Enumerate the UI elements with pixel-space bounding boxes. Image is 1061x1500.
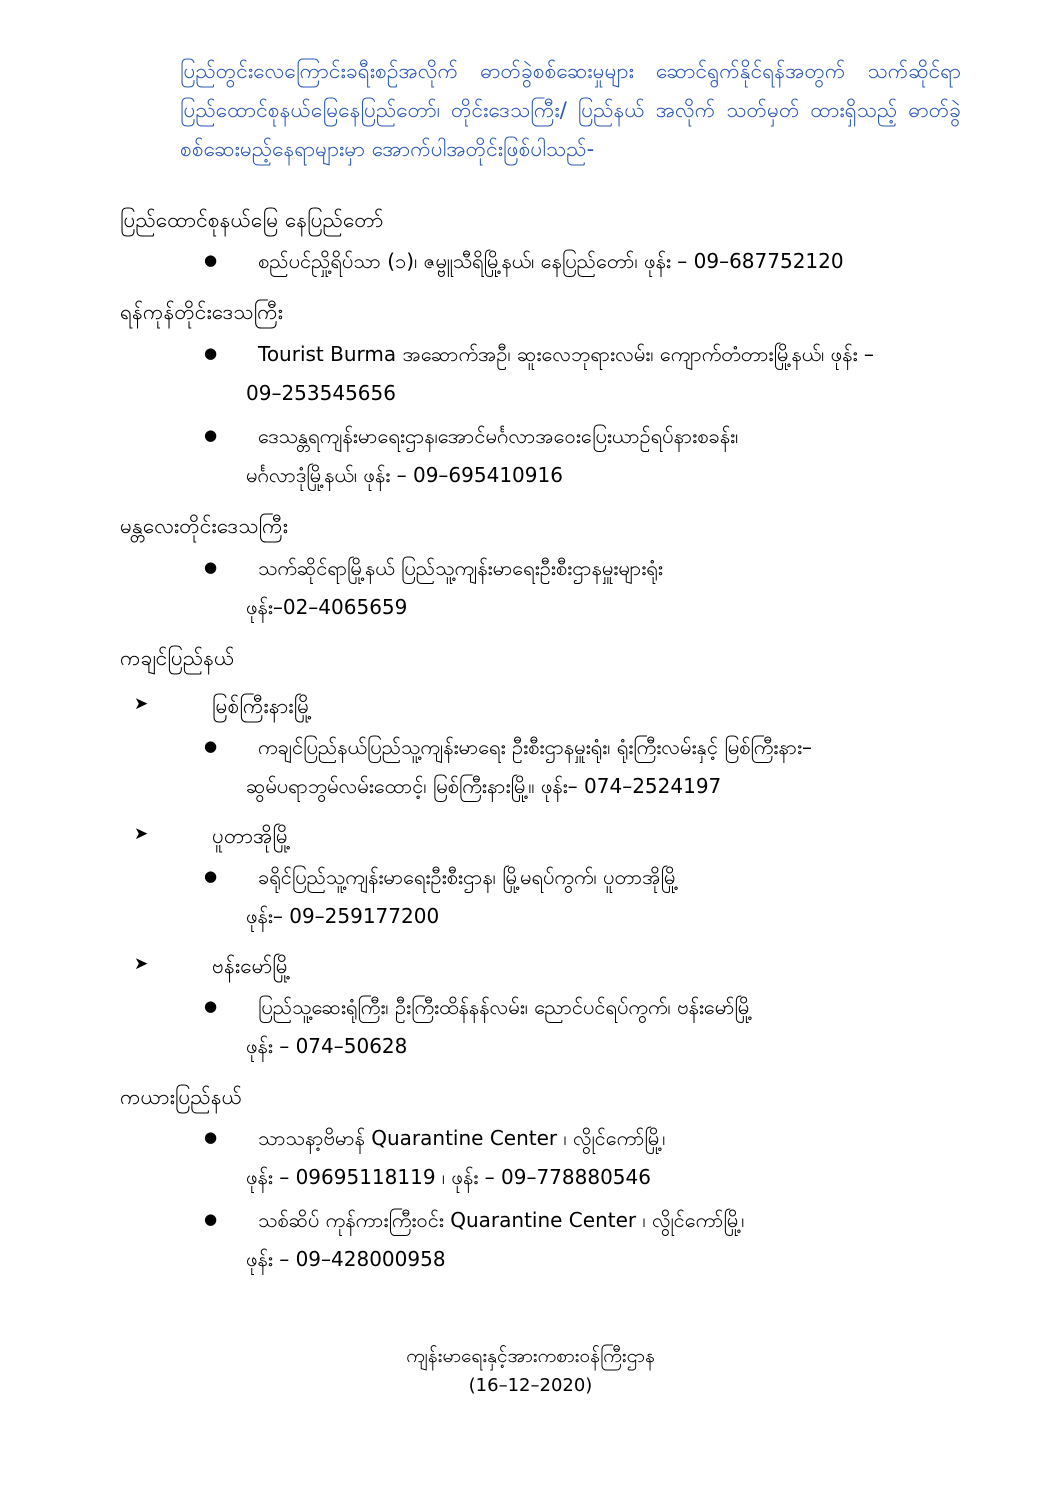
sub-city-heading: ➤ ပူတာအိုမြို့ [92, 818, 969, 856]
list-item-line2: ဖုန်း–02–4065659 [246, 594, 408, 619]
section-heading: ရန်ကုန်တိုင်းဒေသကြီး [120, 300, 284, 325]
sub-city-heading: ➤ မြစ်ကြီးနားမြို့ [92, 688, 969, 726]
list-item [92, 858, 969, 936]
footer-ministry: ကျန်းမာရေးနှင့်အားကစားဝန်ကြီးဌာန [406, 1345, 655, 1368]
list-item-line1: စည်ပင်ညှို့ရိပ်သာ (၁)၊ ဇမ္ဗူသီရိမြို့နယ်၊ နေပြည်တော်၊ ဖုန်း – 09–687752120 [258, 249, 844, 274]
section-heading: ပြည်ထောင်စုနယ်မြေ နေပြည်တော် [120, 207, 384, 232]
list-item-line2: ဆွမ်ပရာဘွမ်လမ်းထောင့်၊ မြစ်ကြီးနားမြို့။ ဖုန်း– 074–2524197 [246, 774, 722, 799]
list-item [92, 335, 969, 413]
list-item-line1: ခရိုင်ပြည်သူ့ကျန်းမာရေးဦးစီးဌာန၊ မြို့မရပ်ကွက်၊ ပူတာအိုမြို့ [258, 864, 679, 889]
intro-paragraph: ပြည်တွင်းလေကြောင်းခရီးစဉ်အလိုက် ဓာတ်ခွဲစစ်ဆေးမှုများ ဆောင်ရွက်နိုင်ရန်အတွက် သက်ဆိုင်ရာ ပြည်ထောင်စုနယ်မြေနေပြည်တော်၊ တိုင်းဒေသကြီး/ ပြည်နယ် အလိုက် သတ်မှတ် ထားရှိသည့် ဓာတ်ခွဲစစ်ဆေးမည့်နေရာများမှာ အောက်ပါအတိုင်းဖြစ်ပါသည်- [180, 59, 961, 161]
list-item-line1: ဒေသန္တရကျန်းမာရေးဌာန၊အောင်မင်္ဂလာအဝေးပြေးယာဉ်ရပ်နားစခန်း၊ [258, 423, 739, 448]
list-item-line2: 09–253545656 [246, 380, 396, 405]
list-item-line2: ဖုန်း – 09–428000958 [246, 1247, 446, 1272]
list-item [92, 417, 969, 495]
list-item [92, 1201, 969, 1279]
list-item-line2: မင်္ဂလာဒုံမြို့နယ်၊ ဖုန်း – 09–695410916 [246, 462, 563, 487]
section-mandalay [92, 509, 969, 627]
list-item-line2: ဖုန်း– 09–259177200 [246, 903, 440, 928]
bullet-list [92, 549, 969, 627]
bullet-list [92, 242, 969, 281]
list-item-line1: သစ်ဆိပ် ကုန်ကားကြီးဝင်း Quarantine Center ၊ လွိုင်ကော်မြို့၊ [258, 1208, 745, 1233]
bullet-list [92, 1119, 969, 1279]
bullet-list [92, 858, 969, 936]
section-yangon [92, 295, 969, 495]
list-item-line1: ● ကချင်ပြည်နယ်ပြည်သူ့ကျန်းမာရေး ဦးစီးဌာနမှူးရုံး၊ ရုံးကြီးလမ်းနှင့် မြစ်ကြီးနား– [258, 735, 813, 760]
section-kayah [92, 1080, 969, 1280]
section-kachin [92, 641, 969, 1066]
section-heading: ကယားပြည်နယ် [120, 1084, 242, 1109]
list-item-line1: သာသနာ့ဗိမာန် Quarantine Center ၊ လွိုင်ကော်မြို့၊ [258, 1126, 666, 1151]
list-item [92, 728, 969, 806]
list-item-line2: ဖုန်း – 09695118119 ၊ ဖုန်း – 09–778880546 [246, 1165, 651, 1190]
sub-city-heading: ➤ ဗန်းမော်မြို့ [92, 948, 969, 986]
list-item-line1: သက်ဆိုင်ရာမြို့နယ် ပြည်သူ့ကျန်းမာရေးဦးစီးဌာနမှူးများရုံး [258, 555, 663, 580]
list-item-line2: ဖုန်း – 074–50628 [246, 1033, 408, 1058]
list-item-line1: ပြည်သူ့ဆေးရုံကြီး၊ ဦးကြီးထိန်နန်လမ်း၊ ညောင်ပင်ရပ်ကွက်၊ ဗန်းမော်မြို့ [258, 994, 753, 1019]
bullet-list [92, 728, 969, 806]
section-naypyitaw [92, 203, 969, 282]
list-item [92, 988, 969, 1066]
list-item-line1: Tourist Burma အဆောက်အဦ၊ ဆူးလေဘုရားလမ်း၊ ကျောက်တံတားမြို့နယ်၊ ဖုန်း – [258, 341, 874, 366]
bullet-list [92, 988, 969, 1066]
bullet-list [92, 335, 969, 495]
list-item [92, 1119, 969, 1197]
section-heading: ကချင်ပြည်နယ် [120, 645, 235, 670]
list-item [92, 242, 969, 281]
document-footer [92, 1341, 969, 1400]
section-heading: မန္တလေးတိုင်းဒေသကြီး [120, 513, 288, 538]
footer-date: (16–12–2020) [468, 1374, 593, 1396]
list-item [92, 549, 969, 627]
